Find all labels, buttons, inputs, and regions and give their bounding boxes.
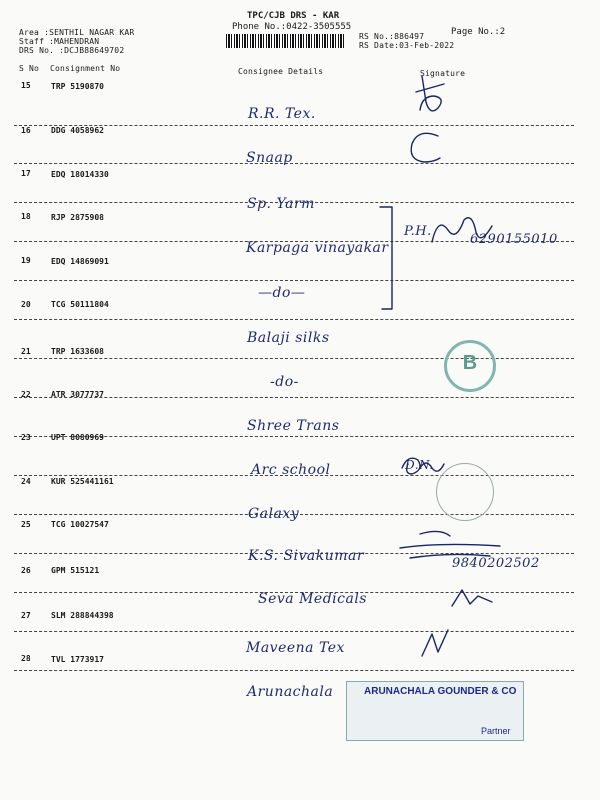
row-sno: 23	[21, 433, 31, 442]
consignee-name: Shree Trans	[247, 418, 340, 434]
row-sno: 27	[21, 611, 31, 620]
consignment-number: TCG 10027547	[51, 520, 109, 529]
row-sno: 21	[21, 347, 31, 356]
consignment-number: SLM 288844398	[51, 611, 114, 620]
row-sno: 18	[21, 212, 31, 221]
barcode	[226, 34, 344, 48]
row-sno: 25	[21, 520, 31, 529]
consignee-name: -do-	[270, 374, 299, 390]
consignment-number: ATR 3077737	[51, 390, 104, 399]
consignee-name: Karpaga vinayakar	[246, 240, 389, 256]
area-label: Area :SENTHIL NAGAR KAR	[19, 28, 135, 37]
row-sno: 19	[21, 256, 31, 265]
consignment-number: TCG 50111804	[51, 300, 109, 309]
row-sno: 22	[21, 390, 31, 399]
consignee-name: Sp. Yarm	[247, 196, 315, 212]
consignment-number: UPT 8080969	[51, 433, 104, 442]
report-title: TPC/CJB DRS - KAR	[247, 11, 340, 21]
divider	[14, 163, 574, 164]
consignment-number: DDG 4058962	[51, 126, 104, 135]
consignee-name: K.S. Sivakumar	[248, 548, 365, 564]
company-stamp-partner: Partner	[481, 726, 511, 736]
row-sno: 15	[21, 81, 31, 90]
company-stamp-name: ARUNACHALA GOUNDER & CO	[364, 686, 517, 697]
consignment-number: KUR 525441161	[51, 477, 114, 486]
signature	[380, 524, 510, 564]
rs-number: RS No.:886497	[359, 32, 425, 41]
divider	[14, 280, 574, 281]
row-sno: 20	[21, 300, 31, 309]
divider	[14, 670, 574, 671]
column-header-consignee: Consignee Details	[238, 67, 324, 76]
consignment-number: EDQ 18014330	[51, 170, 109, 179]
row-sno: 16	[21, 126, 31, 135]
signature	[412, 72, 452, 120]
signature	[418, 626, 458, 662]
signature	[428, 212, 498, 250]
divider	[14, 319, 574, 320]
consignee-name: —do—	[258, 285, 306, 301]
arc-note: D.N.	[405, 458, 434, 472]
consignment-number: GPM 515121	[51, 566, 100, 575]
column-header-consignment: Consignment No	[50, 64, 121, 73]
consignment-number: TRP 1633608	[51, 347, 104, 356]
consignee-name: Galaxy	[248, 506, 300, 522]
phone-note-2: 9840202502	[452, 556, 540, 571]
phone-note: 6290155010	[470, 232, 558, 247]
page-number: Page No.:2	[451, 27, 506, 37]
divider	[14, 631, 574, 632]
staff-label: Staff :MAHENDRAN	[19, 37, 100, 46]
consignee-name: Balaji silks	[247, 330, 330, 346]
bracket-note: P.H.	[404, 224, 432, 239]
consignee-name: Arunachala	[247, 684, 334, 700]
consignee-name: Arc school	[251, 462, 331, 478]
consignee-name: Snaap	[246, 150, 293, 166]
row-sno: 28	[21, 654, 31, 663]
consignment-number: TVL 1773917	[51, 655, 104, 664]
consignee-name: R.R. Tex.	[248, 106, 316, 122]
signature	[404, 128, 444, 168]
row-sno: 26	[21, 566, 31, 575]
column-header-signature: Signature	[420, 69, 466, 78]
consignment-number: TRP 5190870	[51, 82, 104, 91]
logo-stamp: B	[444, 340, 496, 392]
rs-date: RS Date:03-Feb-2022	[359, 41, 455, 50]
consignee-name: Maveena Tex	[246, 640, 345, 656]
drs-number: DRS No. :DCJB88649702	[19, 46, 125, 55]
row-sno: 17	[21, 169, 31, 178]
round-stamp	[436, 463, 494, 521]
column-header-sno: S No	[19, 64, 40, 73]
row-sno: 24	[21, 477, 31, 486]
phone-number: Phone No.:0422-3505555	[232, 22, 352, 32]
consignment-number: EDQ 14869091	[51, 257, 109, 266]
bracket-mark	[378, 205, 398, 315]
consignment-number: RJP 2875908	[51, 213, 104, 222]
consignee-name: Seva Medicals	[258, 591, 367, 607]
signature	[448, 586, 498, 610]
